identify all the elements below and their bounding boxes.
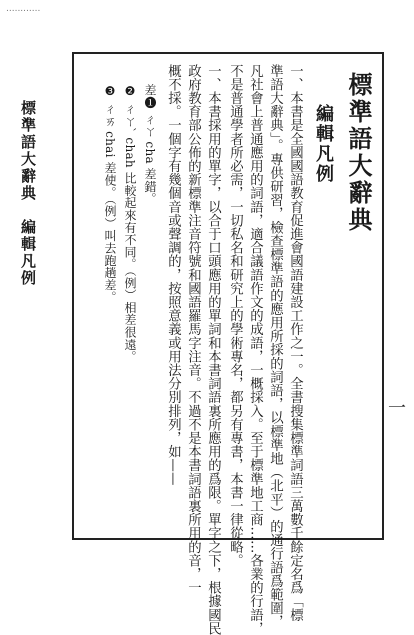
- page-frame: [72, 52, 384, 635]
- entry-3: ❸ ㄔㄞ chai 差使。（例）叫去跑趟差。: [103, 84, 117, 304]
- section-heading: 編輯凡例: [313, 104, 334, 184]
- page-title: 標準語大辭典: [344, 72, 373, 234]
- body-line-3: 凡社會上普通應用的詞語，適合議語作文的成語，一概採入。至于標準地工商……各業的行語，: [247, 64, 263, 635]
- page-number: 一: [388, 398, 406, 419]
- margin-running-title: 標準語大辭典 編輯凡例: [19, 100, 37, 287]
- body-line-6: 政府教育部公佈的新標準注音符號和國語羅馬字注音。不過不是本書詞語裏所用的音，一: [185, 64, 201, 595]
- body-line-7: 概不採。一個字有幾個音或聲調的，按照意義或用法分別排列，如——: [165, 64, 181, 486]
- body-line-1: 一、本書是全國國語教育促進會國語建設工作之一。全書搜集標準詞語三萬數千餘定名爲「標: [287, 64, 303, 622]
- entry-1: 差❶ ㄔㄚ cha 差錯。: [143, 84, 157, 205]
- entry-2: ❷ ㄔㄚˋ chah 比較起來有不同。（例）相差很遠。: [123, 84, 137, 363]
- body-line-5: 一、本書採用的單字，以合于口頭應用的單詞和本書詞語裏所應用的爲限。單字之下，根據國民: [205, 64, 221, 635]
- body-line-2: 準語大辭典」。專供研習，檢查標準語的應用所採的詞語，以標準地（北平）的通行語爲範圍，: [267, 64, 283, 629]
- corner-note: ............: [6, 4, 41, 14]
- body-line-4: 不是普通學者所必需，一切私名和研究上的學術專名，都另有專書，本書一律從略。: [227, 64, 243, 568]
